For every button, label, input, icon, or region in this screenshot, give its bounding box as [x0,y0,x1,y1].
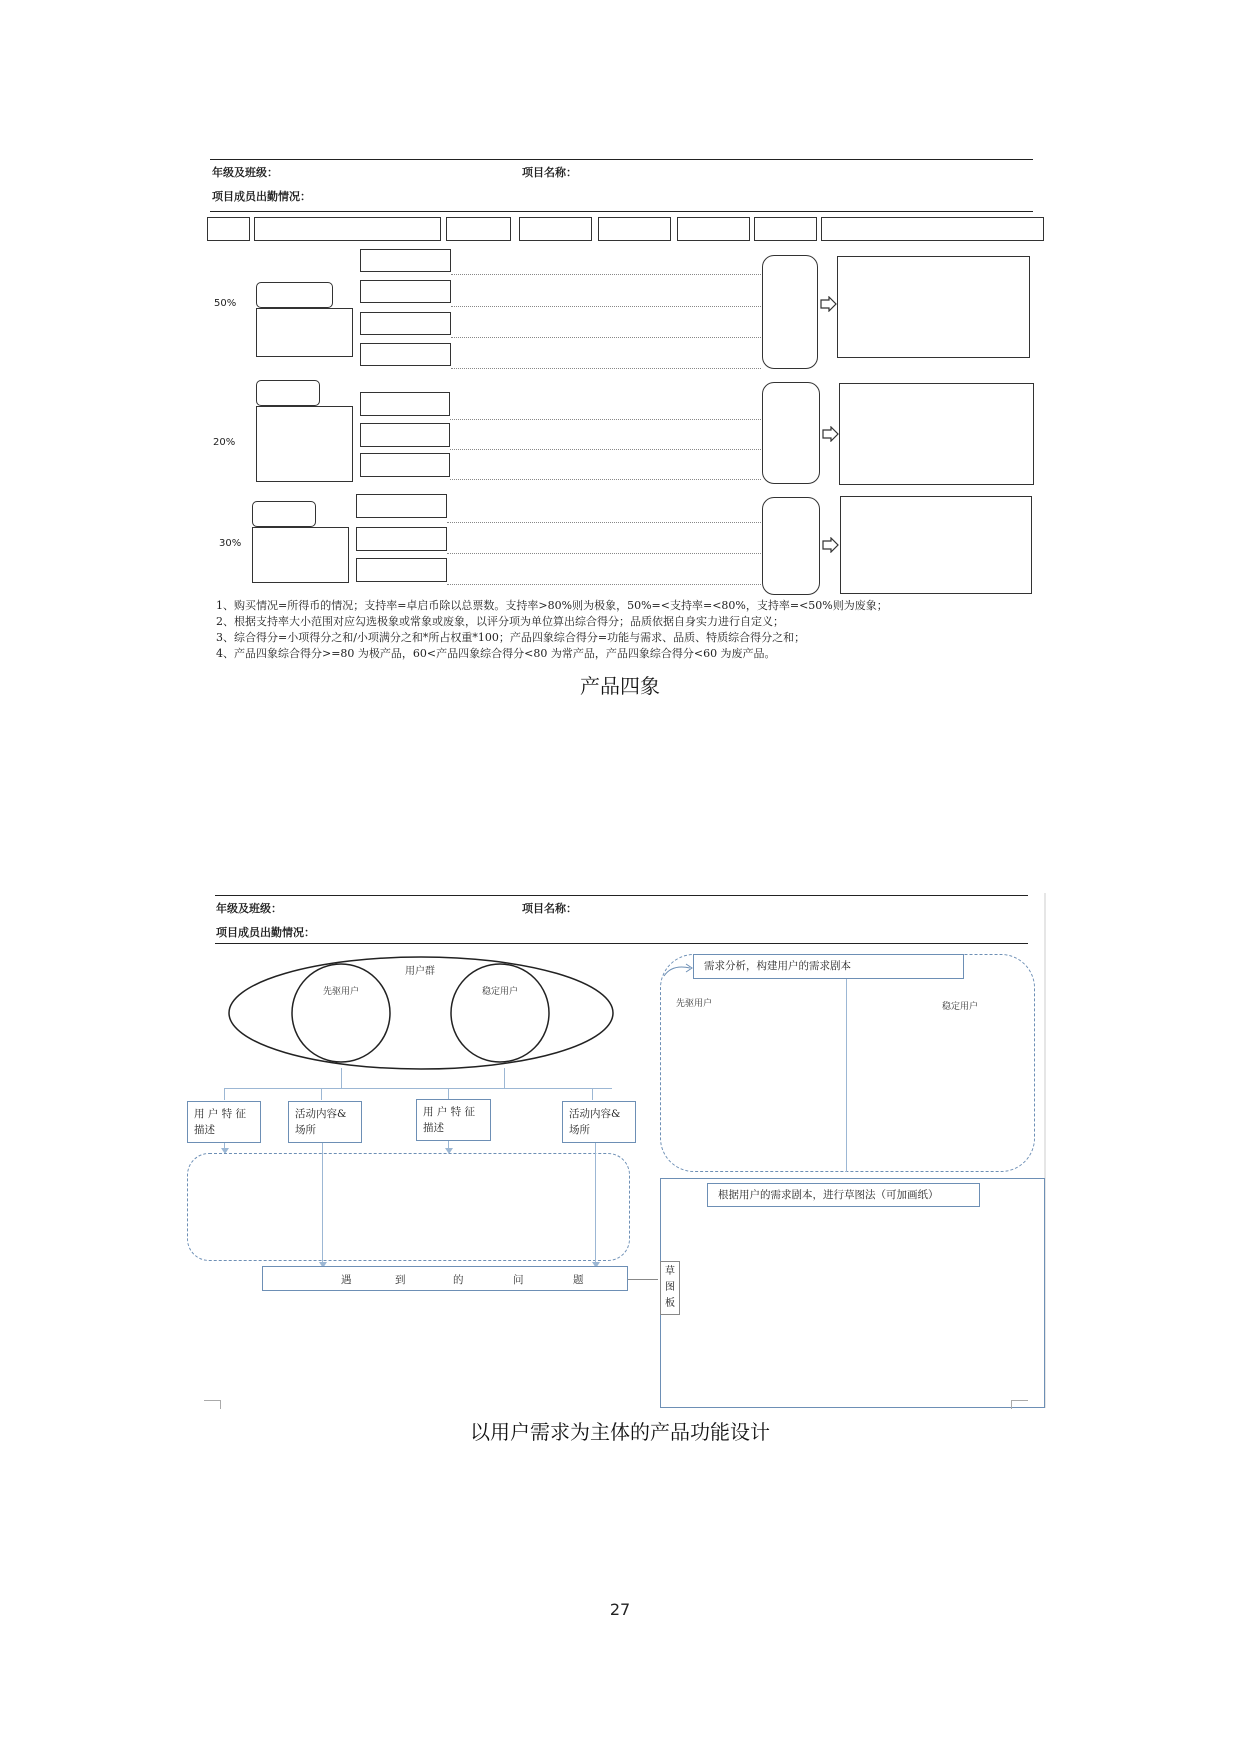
header-cell [677,217,750,241]
result-box [837,256,1030,358]
needs-analysis-region [660,954,1035,1172]
arrow-right-icon [822,426,840,442]
arrow-right-icon [820,296,838,312]
needs-stable-label: 稳定用户 [942,1002,979,1012]
activity-venue-2: 活动内容& 场所 [562,1101,636,1143]
top-rule [210,159,1033,160]
tier-tab [252,501,316,527]
tier-tab [256,380,320,406]
attendance-label: 项目成员出勤情况： [212,190,311,203]
tier-block [252,527,349,583]
attendance-label: 项目成员出勤情况： [216,926,315,939]
discussion-region [187,1153,630,1261]
header-cell [754,217,817,241]
result-box [839,383,1034,485]
user-feature-desc-2: 用 户 特 征 描述 [416,1099,491,1141]
note-line: 2、根据支持率大小范围对应勾选极象或常象或废象，以评分项为单位算出综合得分；品质依据自身实力进行自定义； [216,615,784,628]
sketch-title: 根据用户的需求剧本，进行草图法（可加画纸） [707,1183,980,1207]
header-cell [207,217,250,241]
score-capsule [762,497,820,595]
grade-label: 年级及班级： [216,902,282,915]
page-number: 27 [609,1600,631,1619]
tier-block [256,308,353,357]
item-box [360,392,450,416]
header-rule [215,943,1028,944]
top-rule [215,895,1028,896]
item-box [360,280,451,303]
needs-analysis-title: 需求分析，构建用户的需求剧本 [693,954,964,979]
tier-tab [256,282,333,308]
project-label: 项目名称： [522,902,577,915]
tier-block [256,406,353,482]
header-cell [446,217,511,241]
sketch-region [660,1178,1045,1408]
header-cell [519,217,592,241]
score-capsule [762,382,820,484]
item-box [360,312,451,335]
figure-caption: 产品四象 [580,674,660,698]
header-cell [598,217,671,241]
figure-caption: 以用户需求为主体的产品功能设计 [470,1420,770,1444]
note-line: 1、购买情况=所得币的情况；支持率=卓启币除以总票数。支持率>80%则为极象，50%=<支持率=<80%，支持率=<50%则为废象； [216,599,888,612]
item-box [360,423,450,447]
user-group-label: 用户群 [405,966,435,977]
arrow-right-icon [822,537,840,553]
tier-percent: 20% [213,437,236,448]
item-box [356,527,447,551]
item-box [356,494,447,518]
header-cell [821,217,1044,241]
project-label: 项目名称： [522,166,577,179]
item-box [360,343,451,366]
item-box [360,453,450,477]
grade-label: 年级及班级： [212,166,278,179]
arrow-right-icon [662,960,694,978]
result-box [840,496,1032,594]
note-line: 4、产品四象综合得分>=80 为极产品，60<产品四象综合得分<80 为常产品，产品四象综合得分<60 为废产品。 [216,647,776,660]
header-cell [254,217,441,241]
header-rule [210,211,1033,212]
score-capsule [762,255,818,369]
problems-bar: 遇 到 的 问 题 [262,1266,628,1291]
stable-users-label: 稳定用户 [482,987,519,997]
item-box [356,558,447,582]
tier-percent: 50% [214,298,237,309]
item-box [360,249,451,272]
sketch-board-label: 草 图 板 [660,1261,680,1315]
activity-venue-1: 活动内容& 场所 [288,1101,362,1143]
tier-percent: 30% [219,538,242,549]
needs-pioneer-label: 先驱用户 [676,999,713,1009]
note-line: 3、综合得分=小项得分之和/小项满分之和*所占权重*100；产品四象综合得分=功能与需求、品质、特质综合得分之和； [216,631,806,644]
pioneer-users-label: 先驱用户 [323,987,360,997]
user-feature-desc-1: 用 户 特 征 描述 [187,1101,261,1143]
